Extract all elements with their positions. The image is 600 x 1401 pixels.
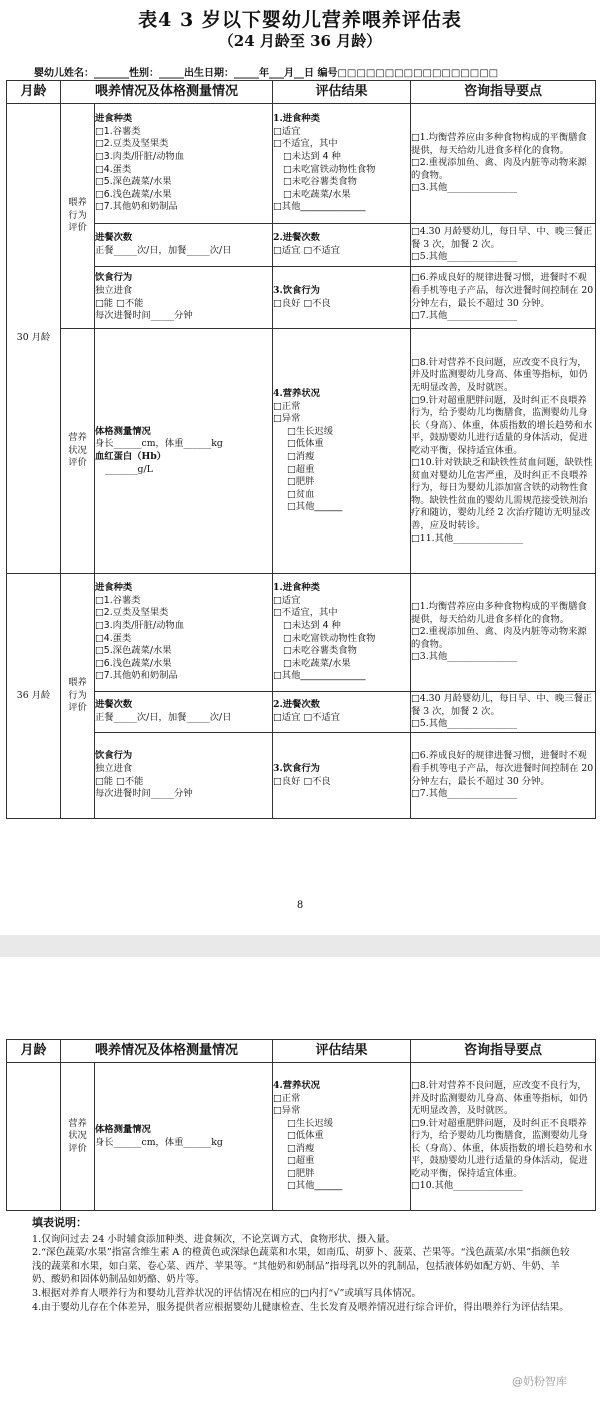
meal-time-line[interactable]: 每次进餐时间_____分钟 <box>95 788 193 800</box>
independent-options[interactable]: □能 □不能 <box>95 297 144 309</box>
checkbox-light-veg[interactable]: □6.浅色蔬菜/水果 <box>95 188 172 200</box>
checkbox-meat[interactable]: □3.肉类/肝脏/动物血 <box>95 150 184 162</box>
eval-nutrition-30: 4.营养状况 □正常 □异常 □生长迟缓 □低体重 □消瘦 □超重 □肥胖 □贫血 □其他______ <box>273 329 411 574</box>
meals-30: 进餐次数 正餐_____次/日，加餐_____次/日 <box>95 224 273 267</box>
advice-meals-30 <box>411 224 596 267</box>
checkbox-suitable[interactable]: □适宜 <box>273 125 301 137</box>
checkbox-no-veg[interactable]: □未吃蔬菜/水果 <box>283 188 351 200</box>
advice-item[interactable]: □1.均衡营养应由多种食物构成的平衡膳食提供，每天给幼儿进食多样化的食物。 <box>411 132 587 156</box>
advice-meals-36 <box>411 692 596 733</box>
checkbox-suitable[interactable]: □适宜 <box>273 594 301 606</box>
age-36-label: 36 月龄 <box>7 574 61 819</box>
table-header-row <box>7 1040 596 1063</box>
checkbox-meat[interactable]: □3.肉类/肝脏/动物血 <box>95 619 184 631</box>
checkbox-obesity[interactable]: □肥胖 <box>287 1167 315 1179</box>
watermark: @奶粉智库 <box>512 1375 567 1388</box>
eval-meals-36: 2.进餐次数 □适宜 □不适宜 <box>273 692 411 733</box>
meals-options[interactable]: □适宜 □不适宜 <box>273 245 341 256</box>
measure-input-line[interactable]: 身长______cm，体重______kg <box>95 1136 223 1148</box>
checkbox-underweight[interactable]: □低体重 <box>287 1130 324 1142</box>
advice-item[interactable]: □4.30 月龄婴幼儿，每日早、中、晚三餐正餐 3 次，加餐 2 次。 <box>411 226 593 250</box>
meals-options[interactable]: □适宜 □不适宜 <box>273 712 341 723</box>
eval-behavior-30: 3.饮食行为 □良好 □不良 <box>273 267 411 329</box>
feeding-eval-label-30: 喂养行为评价 <box>61 104 95 329</box>
notes-title: 填表说明： <box>32 1216 87 1229</box>
row-36-nutrition <box>7 1063 596 1211</box>
advice-item[interactable]: □6.养成良好的规律进餐习惯，进餐时不观看手机等电子产品，每次进餐时间控制在 20 分钟左右，最长不超过 30 分钟。 <box>411 272 594 309</box>
header-age: 月龄 <box>7 81 61 104</box>
checkbox-under4[interactable]: □未达到 4 种 <box>283 150 341 162</box>
advice-item[interactable]: □10.其他_______________ <box>411 1180 523 1192</box>
advice-food-36 <box>411 574 596 692</box>
eval-behavior-36: 3.饮食行为 □良好 □不良 <box>273 733 411 819</box>
feeding-eval-label-36: 喂养行为评价 <box>61 574 95 819</box>
note-item: 4.由于婴幼儿存在个体差异，服务提供者应根据婴幼儿健康检查、生长发育及喂养情况进行综合评价，得出喂养行为评估结果。 <box>32 1301 569 1313</box>
meals-input-line[interactable]: 正餐_____次/日，加餐_____次/日 <box>95 245 232 256</box>
eval-food-36: 1.进食种类 □适宜 □不适宜，其中 □未达到 4 种 □未吃富铁动物性食物 □未吃谷薯类食物 □未吃蔬菜/水果 □其他______________ <box>273 574 411 692</box>
measure-36: 体格测量情况 身长______cm，体重______kg <box>95 1063 273 1211</box>
checkbox-normal[interactable]: □正常 <box>273 400 301 412</box>
child-info-line[interactable]: 婴幼儿姓名：_______性别：_____出生日期：_____年___月__日 编号□□□□□□□□□□□□□□□□□ <box>34 68 499 79</box>
advice-behavior-36 <box>411 733 596 819</box>
advice-item[interactable]: □8.针对营养不良问题，应改变不良行为，并及时监测婴幼儿身高、体重等指标，如仍无明显改善，及时就医。 <box>411 356 588 393</box>
checkbox-anemia[interactable]: □贫血 <box>287 488 315 500</box>
checkbox-overweight[interactable]: □超重 <box>287 1155 315 1167</box>
advice-item[interactable]: □6.养成良好的规律进餐习惯，进餐时不观看手机等电子产品，每次进餐时间控制在 20 分钟左右，最长不超过 30 分钟。 <box>411 750 594 787</box>
checkbox-egg[interactable]: □4.蛋类 <box>95 632 132 644</box>
food-types-30: 进食种类 □1.谷薯类 □2.豆类及坚果类 □3.肉类/肝脏/动物血 □4.蛋类 □5.深色蔬菜/水果 □6.浅色蔬菜/水果 □7.其他奶和奶制品 <box>95 104 273 224</box>
measure-30: 体格测量情况 身长______cm，体重______kg 血红蛋白（Hb） _______g/L <box>95 329 273 574</box>
checkbox-bean[interactable]: □2.豆类及坚果类 <box>95 607 169 619</box>
meals-input-line[interactable]: 正餐_____次/日，加餐_____次/日 <box>95 712 232 723</box>
assessment-table <box>6 80 596 819</box>
checkbox-overweight[interactable]: □超重 <box>287 463 315 475</box>
behavior-options[interactable]: □良好 □不良 <box>273 775 331 787</box>
advice-item[interactable]: □2.重视添加鱼、禽、肉及内脏等动物来源的食物。 <box>411 626 587 650</box>
page-2 <box>0 957 600 1401</box>
advice-food-30 <box>411 104 596 224</box>
assessment-table-continued <box>6 1039 596 1211</box>
behavior-options[interactable]: □良好 □不良 <box>273 297 331 309</box>
row-36-food <box>7 574 596 692</box>
checkbox-dark-veg[interactable]: □5.深色蔬菜/水果 <box>95 645 172 657</box>
checkbox-abnormal[interactable]: □异常 <box>273 1105 301 1117</box>
checkbox-nutrition-other[interactable]: □其他______ <box>287 501 343 513</box>
checkbox-grain[interactable]: □1.谷薯类 <box>95 125 141 137</box>
note-item: 3.根据对养育人喂养行为和婴幼儿营养状况的评估情况在相应的□内打“√”或填写具体情况。 <box>32 1288 422 1300</box>
filling-instructions <box>32 1215 577 1314</box>
eval-meals-30: 2.进餐次数 □适宜 □不适宜 <box>273 224 411 267</box>
checkbox-underweight[interactable]: □低体重 <box>287 438 324 450</box>
checkbox-no-iron[interactable]: □未吃富铁动物性食物 <box>283 163 376 175</box>
checkbox-wasting[interactable]: □消瘦 <box>287 1142 315 1154</box>
advice-behavior-30 <box>411 267 596 329</box>
note-item: 2.“深色蔬菜/水果”指富含维生素 A 的橙黄色或深绿色蔬菜和水果，如南瓜、胡萝卜、菠菜、芒果等。“浅色蔬菜/水果”指颜色较浅的蔬菜和水果，如白菜、卷心菜、西芹、苹果等。“其他奶和奶制品”指母乳以外的乳制品，包括液体奶如配方奶、牛奶、羊奶、酸奶和固体奶制品如奶酪、奶片等。 <box>32 1247 570 1286</box>
checkbox-other[interactable]: □其他______________ <box>273 201 366 213</box>
advice-item[interactable]: □5.其他_______________ <box>411 251 517 263</box>
advice-item[interactable]: □7.其他_______________ <box>411 310 517 322</box>
advice-item[interactable]: □9.针对超重肥胖问题，及时纠正不良喂养行为，给予婴幼儿均衡膳食，监测婴幼儿身长（身高）、体重，体质指数的增长趋势和水平，鼓励婴幼儿进行适量的身体活动，促进吃动平衡，保持适宜体重。 <box>411 1117 593 1179</box>
checkbox-stunting[interactable]: □生长迟缓 <box>287 1117 333 1129</box>
page-number: 8 <box>296 900 304 911</box>
form-subtitle: （24 月龄至 36 月龄） <box>218 32 382 50</box>
checkbox-unsuitable[interactable]: □不适宜，其中 <box>273 607 338 619</box>
checkbox-no-iron[interactable]: □未吃富铁动物性食物 <box>283 632 376 644</box>
header-feeding: 喂养情况及体格测量情况 <box>61 1040 273 1063</box>
food-types-36: 进食种类 □1.谷薯类 □2.豆类及坚果类 □3.肉类/肝脏/动物血 □4.蛋类 □5.深色蔬菜/水果 □6.浅色蔬菜/水果 □7.其他奶和奶制品 <box>95 574 273 692</box>
age-cell-empty <box>7 1063 61 1211</box>
eval-food-30: 1.进食种类 □适宜 □不适宜，其中 □未达到 4 种 □未吃富铁动物性食物 □未吃谷薯类食物 □未吃蔬菜/水果 □其他______________ <box>273 104 411 224</box>
advice-item[interactable]: □10.针对铁缺乏和缺铁性贫血问题，缺铁性贫血对婴幼儿危害严重，及时纠正不良喂养行为，每日为婴幼儿添加富含铁的动物性食物。缺铁性贫血的婴幼儿需规范接受铁剂治疗和随访，婴幼儿经 2 次治疗随访无明显改善，应及时转诊。 <box>411 457 593 531</box>
checkbox-dairy[interactable]: □7.其他奶和奶制品 <box>95 670 178 682</box>
checkbox-normal[interactable]: □正常 <box>273 1092 301 1104</box>
row-30-behavior <box>7 267 596 329</box>
advice-item[interactable]: □2.重视添加鱼、禽、肉及内脏等动物来源的食物。 <box>411 157 587 181</box>
nutrition-eval-label-30: 营养状况评价 <box>61 329 95 574</box>
behavior-30: 饮食行为 独立进食 □能 □不能 每次进餐时间_____分钟 <box>95 267 273 329</box>
checkbox-egg[interactable]: □4.蛋类 <box>95 163 132 175</box>
note-item: 1.仅询问过去 24 小时辅食添加种类、进食频次，不论烹调方式、食物形状、摄入量。 <box>32 1233 396 1245</box>
checkbox-obesity[interactable]: □肥胖 <box>287 476 315 488</box>
checkbox-bean[interactable]: □2.豆类及坚果类 <box>95 138 169 150</box>
checkbox-wasting[interactable]: □消瘦 <box>287 451 315 462</box>
age-30-label: 30 月龄 <box>7 104 61 574</box>
advice-item[interactable]: □9.针对超重肥胖问题，及时纠正不良喂养行为，给予婴幼儿均衡膳食，监测婴幼儿身长（身高）、体重，体质指数的增长趋势和水平，鼓励婴幼儿进行适量的身体活动，促进吃动平衡，保持适宜体重。 <box>411 394 593 456</box>
checkbox-under4[interactable]: □未达到 4 种 <box>283 619 341 631</box>
header-advice: 咨询指导要点 <box>411 1040 596 1063</box>
header-eval: 评估结果 <box>273 81 411 104</box>
meals-36: 进餐次数 正餐_____次/日，加餐_____次/日 <box>95 692 273 733</box>
checkbox-stunting[interactable]: □生长迟缓 <box>287 425 333 437</box>
checkbox-grain[interactable]: □1.谷薯类 <box>95 594 141 606</box>
page-gap <box>0 935 600 957</box>
table-header-row <box>7 81 596 104</box>
row-30-nutrition <box>7 329 596 574</box>
eval-nutrition-36: 4.营养状况 □正常 □异常 □生长迟缓 □低体重 □消瘦 □超重 □肥胖 □其他______ <box>273 1063 411 1211</box>
checkbox-no-grain[interactable]: □未吃谷薯类食物 <box>283 176 357 188</box>
checkbox-other[interactable]: □其他______________ <box>273 670 366 682</box>
checkbox-dairy[interactable]: □7.其他奶和奶制品 <box>95 201 178 213</box>
advice-nutrition-30 <box>411 329 596 574</box>
checkbox-no-grain[interactable]: □未吃谷薯类食物 <box>283 645 357 657</box>
advice-item[interactable]: □3.其他_______________ <box>411 651 517 663</box>
row-30-food <box>7 104 596 224</box>
checkbox-unsuitable[interactable]: □不适宜，其中 <box>273 138 338 150</box>
checkbox-no-veg[interactable]: □未吃蔬菜/水果 <box>283 657 351 669</box>
form-title: 表4 3 岁以下婴幼儿营养喂养评估表 <box>138 9 462 31</box>
meal-time-line[interactable]: 每次进餐时间_____分钟 <box>95 310 193 322</box>
independent-options[interactable]: □能 □不能 <box>95 775 144 787</box>
checkbox-nutrition-other[interactable]: □其他______ <box>287 1180 343 1192</box>
advice-item[interactable]: □3.其他_______________ <box>411 182 517 194</box>
checkbox-abnormal[interactable]: □异常 <box>273 413 301 425</box>
nutrition-eval-label-36: 营养状况评价 <box>61 1063 95 1211</box>
row-36-behavior <box>7 733 596 819</box>
header-feeding: 喂养情况及体格测量情况 <box>61 81 273 104</box>
header-eval: 评估结果 <box>273 1040 411 1063</box>
advice-item[interactable]: □7.其他_______________ <box>411 788 517 800</box>
behavior-36: 饮食行为 独立进食 □能 □不能 每次进餐时间_____分钟 <box>95 733 273 819</box>
advice-item[interactable]: □4.30 月龄婴幼儿，每日早、中、晚三餐正餐 3 次，加餐 2 次。 <box>411 693 593 717</box>
row-30-meals <box>7 224 596 267</box>
header-advice: 咨询指导要点 <box>411 81 596 104</box>
header-age: 月龄 <box>7 1040 61 1063</box>
advice-nutrition-36 <box>411 1063 596 1211</box>
checkbox-light-veg[interactable]: □6.浅色蔬菜/水果 <box>95 657 172 669</box>
measure-input-line[interactable]: 身长______cm，体重______kg <box>95 438 223 450</box>
row-36-meals <box>7 692 596 733</box>
checkbox-dark-veg[interactable]: □5.深色蔬菜/水果 <box>95 176 172 188</box>
advice-item[interactable]: □5.其他_______________ <box>411 718 517 730</box>
advice-item[interactable]: □8.针对营养不良问题，应改变不良行为，并及时监测婴幼儿身高、体重等指标，如仍无明显改善，及时就医。 <box>411 1080 588 1117</box>
advice-item[interactable]: □1.均衡营养应由多种食物构成的平衡膳食提供，每天给幼儿进食多样化的食物。 <box>411 601 587 625</box>
hb-input-line[interactable]: _______g/L <box>105 463 153 475</box>
advice-item[interactable]: □11.其他_______________ <box>411 532 523 544</box>
